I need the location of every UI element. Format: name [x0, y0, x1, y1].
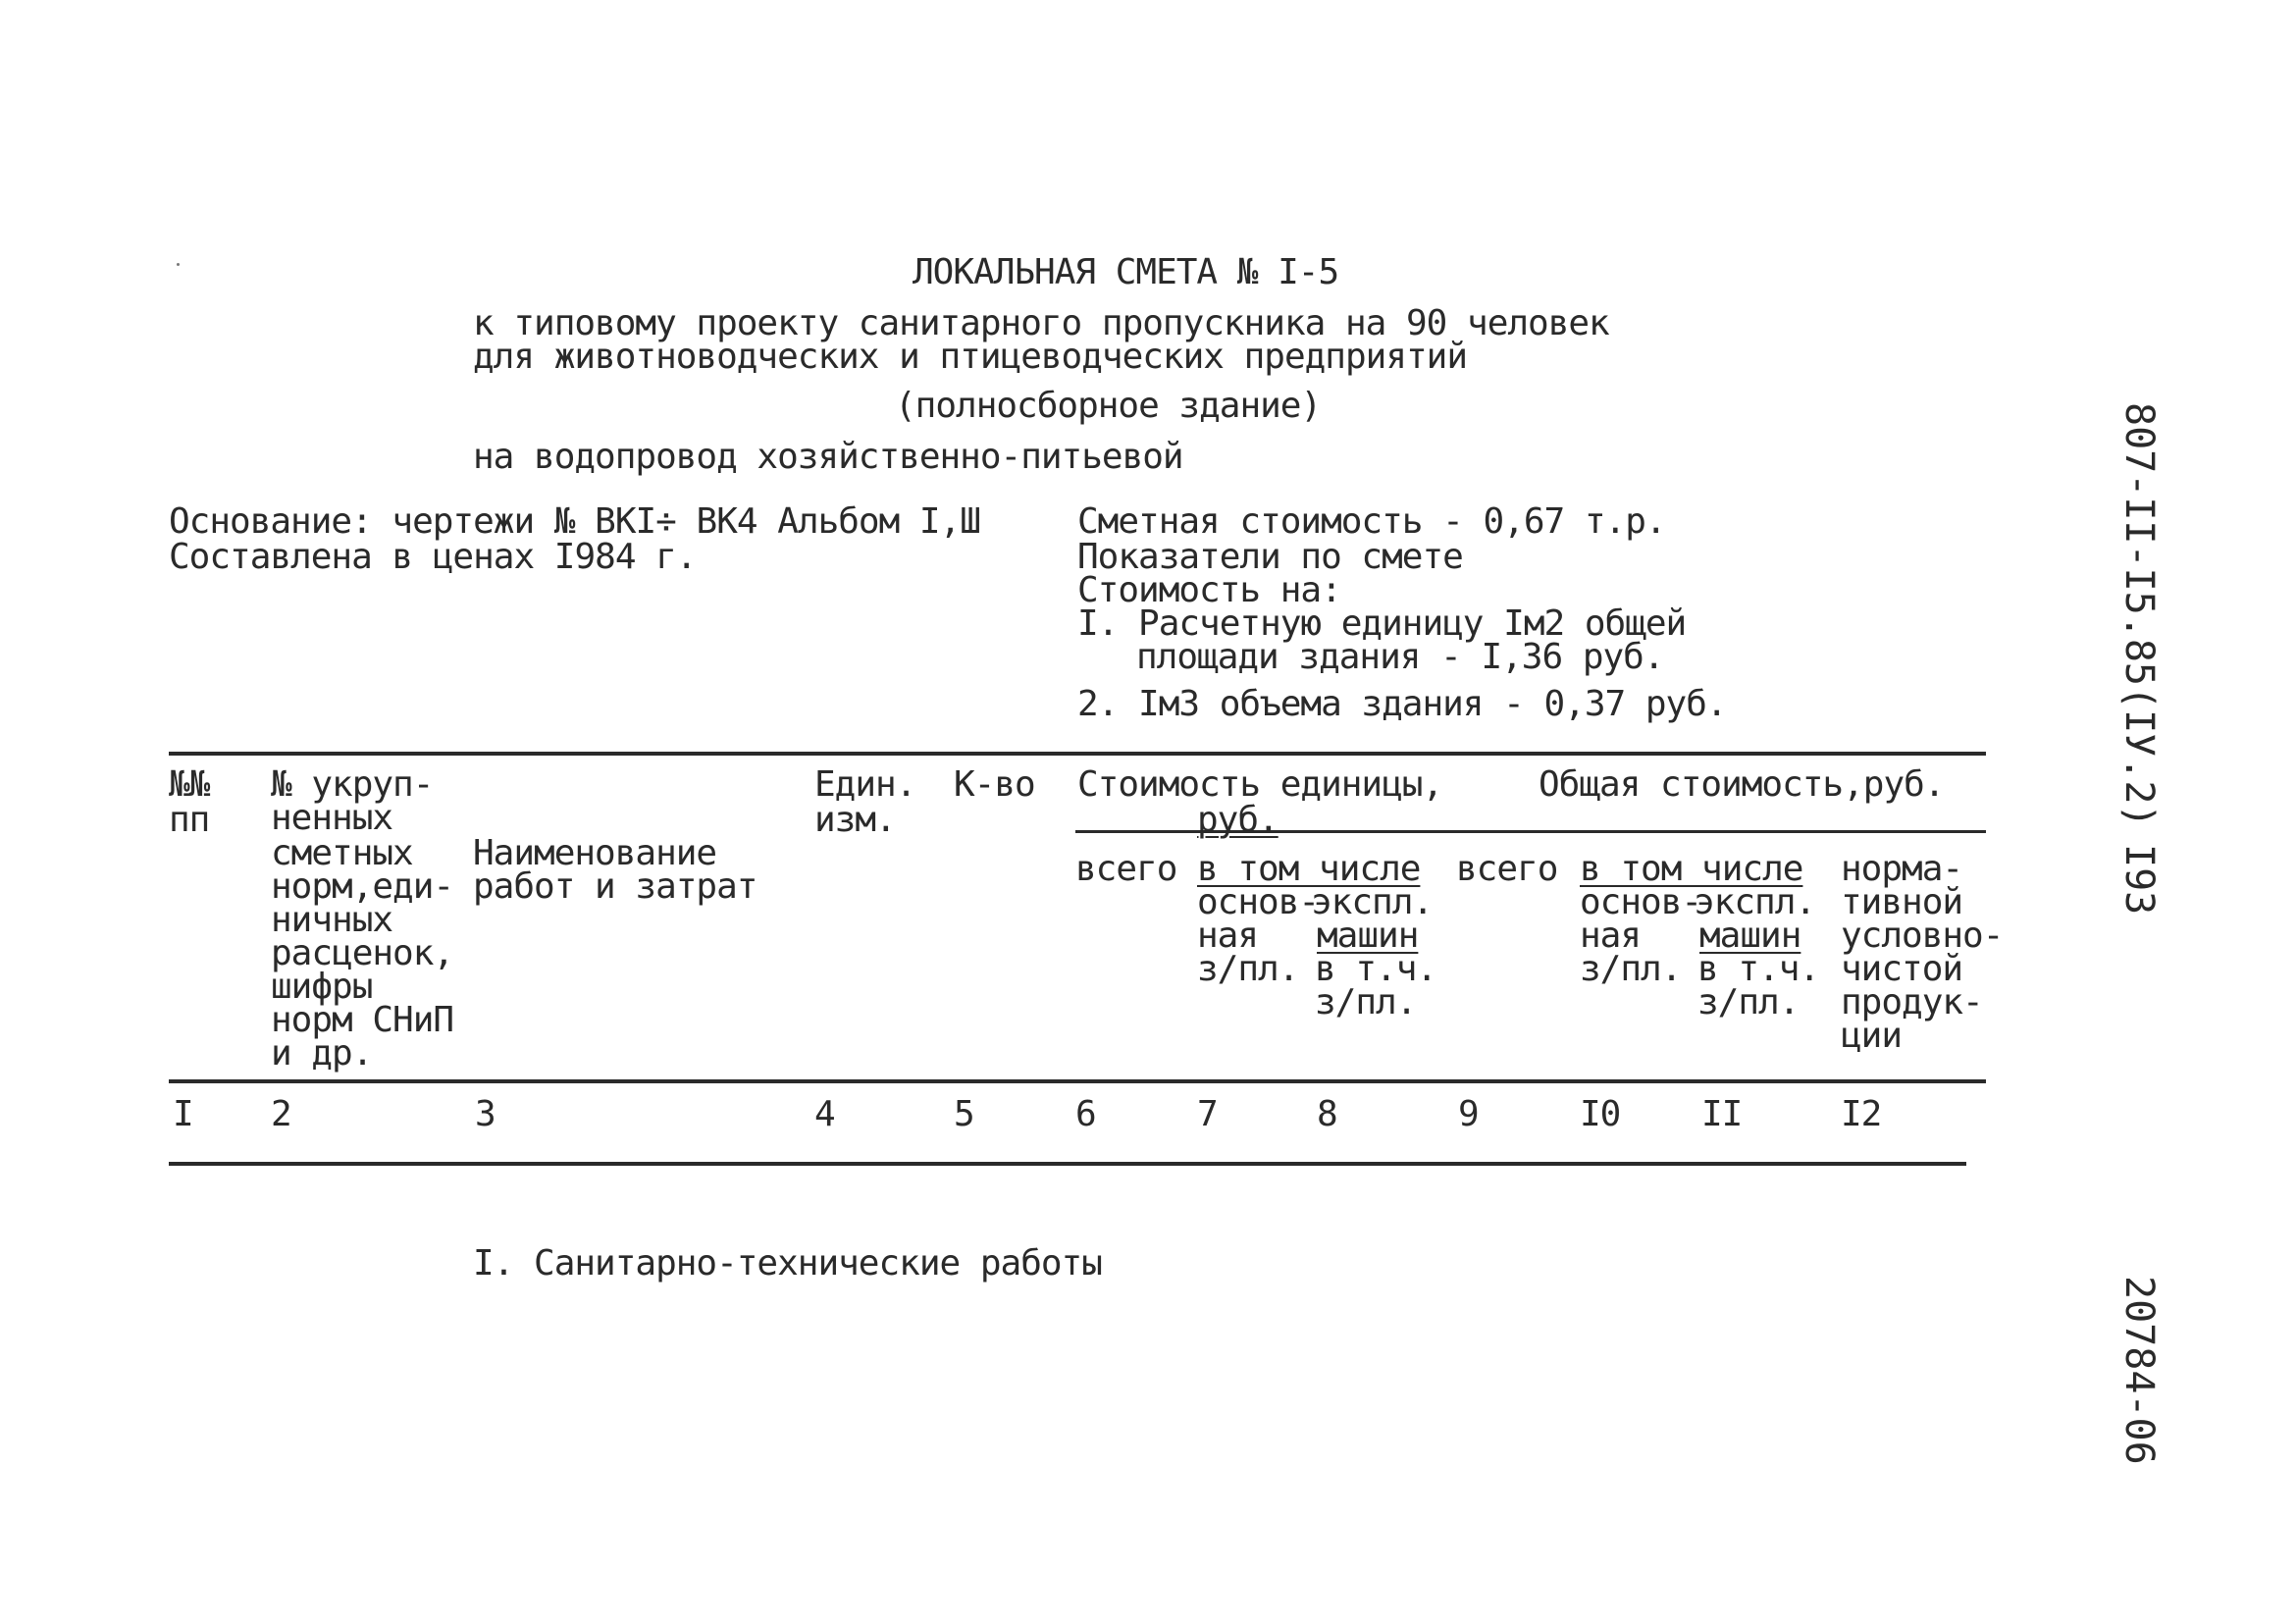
- cost-on-heading: Стоимость на:: [1077, 570, 1341, 610]
- unit-main-wage-3: з/пл.: [1197, 949, 1299, 989]
- unit-machines-bot-2: з/пл.: [1315, 982, 1417, 1022]
- subtitle-line-1: к типовому проекту санитарного пропускника на 90 человек: [473, 303, 1609, 343]
- table-bottom-rule: [169, 1162, 1966, 1166]
- column-number: 7: [1197, 1094, 1218, 1134]
- subtitle-line-2: для животноводческих и птицеводческих предприятий: [473, 337, 1468, 377]
- unit-incl-label: в том числе: [1197, 849, 1421, 889]
- normative-line-5: продук-: [1841, 982, 1983, 1022]
- total-machines-top: экспл.: [1694, 882, 1816, 922]
- indicators-heading: Показатели по смете: [1077, 537, 1463, 577]
- col-number-header-2: пп: [169, 800, 210, 840]
- col-norms-line-6: расценок,: [271, 933, 454, 973]
- basis-line-2: Составлена в ценах I984 г.: [169, 537, 697, 577]
- column-number: 9: [1458, 1094, 1479, 1134]
- col-norms-line-5: ничных: [271, 900, 393, 940]
- column-number: 6: [1075, 1094, 1096, 1134]
- normative-line-1: норма-: [1841, 849, 1963, 889]
- unit-main-wage-2: ная: [1197, 916, 1259, 956]
- column-number: I2: [1841, 1094, 1882, 1134]
- col-unit-line-1: Един.: [814, 764, 916, 805]
- side-page-number: I93: [2116, 844, 2162, 916]
- estimate-object: на водопровод хозяйственно-питьевой: [473, 437, 1183, 477]
- total-machines-bot-2: з/пл.: [1697, 982, 1800, 1022]
- column-number: 5: [954, 1094, 974, 1134]
- col-norms-line-4: норм,еди-: [271, 866, 454, 907]
- unit-machines-top: экспл.: [1311, 882, 1434, 922]
- column-number: 4: [814, 1094, 835, 1134]
- unit-main-wage-1: основ-: [1197, 882, 1320, 922]
- total-cost-header: Общая стоимость,руб.: [1539, 764, 1945, 805]
- unit-machines-bot-1: в т.ч.: [1315, 949, 1437, 989]
- column-number: I0: [1580, 1094, 1621, 1134]
- section-title: I. Санитарно-технические работы: [473, 1243, 1102, 1283]
- col-quantity: К-во: [954, 764, 1035, 805]
- unit-cost-currency: руб.: [1197, 800, 1278, 840]
- normative-line-6: ции: [1841, 1016, 1903, 1056]
- total-main-wage-1: основ-: [1580, 882, 1702, 922]
- col-name-line-2: работ и затрат: [473, 866, 757, 907]
- column-number: II: [1701, 1094, 1743, 1134]
- col-norms-line-8: норм СНиП: [271, 1000, 454, 1040]
- side-doc-code: 807-II-I5.85(IУ.2): [2116, 402, 2162, 828]
- unit-total-label: всего: [1075, 849, 1177, 889]
- normative-line-4: чистой: [1841, 949, 1963, 989]
- unit-machines-mid: машин: [1317, 916, 1419, 956]
- col-norms-line-7: шифры: [271, 967, 373, 1007]
- total-main-wage-2: ная: [1580, 916, 1642, 956]
- cost-item-1b: площади здания - I,36 руб.: [1136, 637, 1664, 677]
- normative-line-2: тивной: [1841, 882, 1963, 922]
- column-number: I: [173, 1094, 193, 1134]
- column-number: 3: [475, 1094, 496, 1134]
- document-title: ЛОКАЛЬНАЯ СМЕТА № I-5: [913, 252, 1339, 292]
- table-top-rule: [169, 752, 1986, 756]
- col-name-line-1: Наименование: [473, 833, 717, 873]
- total-machines-bot-1: в т.ч.: [1697, 949, 1820, 989]
- col-norms-line-2: ненных: [271, 798, 393, 838]
- cost-item-1a: I. Расчетную единицу Iм2 общей: [1077, 603, 1687, 644]
- column-number: 8: [1317, 1094, 1337, 1134]
- col-norms-line-9: и др.: [271, 1033, 373, 1074]
- estimate-cost: Сметная стоимость - 0,67 т.р.: [1077, 501, 1666, 542]
- total-main-wage-3: з/пл.: [1580, 949, 1682, 989]
- side-doc-id: 20784-06: [2116, 1276, 2162, 1465]
- col-number-header: №№: [169, 764, 210, 805]
- total-total-label: всего: [1456, 849, 1558, 889]
- col-norms-line-3: сметных: [271, 833, 413, 873]
- scan-speck: [177, 263, 180, 266]
- building-type: (полносборное здание): [895, 386, 1322, 426]
- cost-item-2: 2. Iм3 объема здания - 0,37 руб.: [1077, 684, 1727, 724]
- unit-cost-header: Стоимость единицы,: [1077, 764, 1443, 805]
- col-unit-line-2: изм.: [814, 800, 896, 840]
- basis-line-1: Основание: чертежи № ВКI÷ ВК4 Альбом I,Ш: [169, 501, 980, 542]
- total-machines-mid: машин: [1699, 916, 1801, 956]
- normative-line-3: условно-: [1841, 916, 2004, 956]
- total-incl-label: в том числе: [1580, 849, 1803, 889]
- header-bottom-rule: [169, 1079, 1986, 1083]
- col-norms-line-1: № укруп-: [271, 764, 434, 805]
- column-number: 2: [271, 1094, 291, 1134]
